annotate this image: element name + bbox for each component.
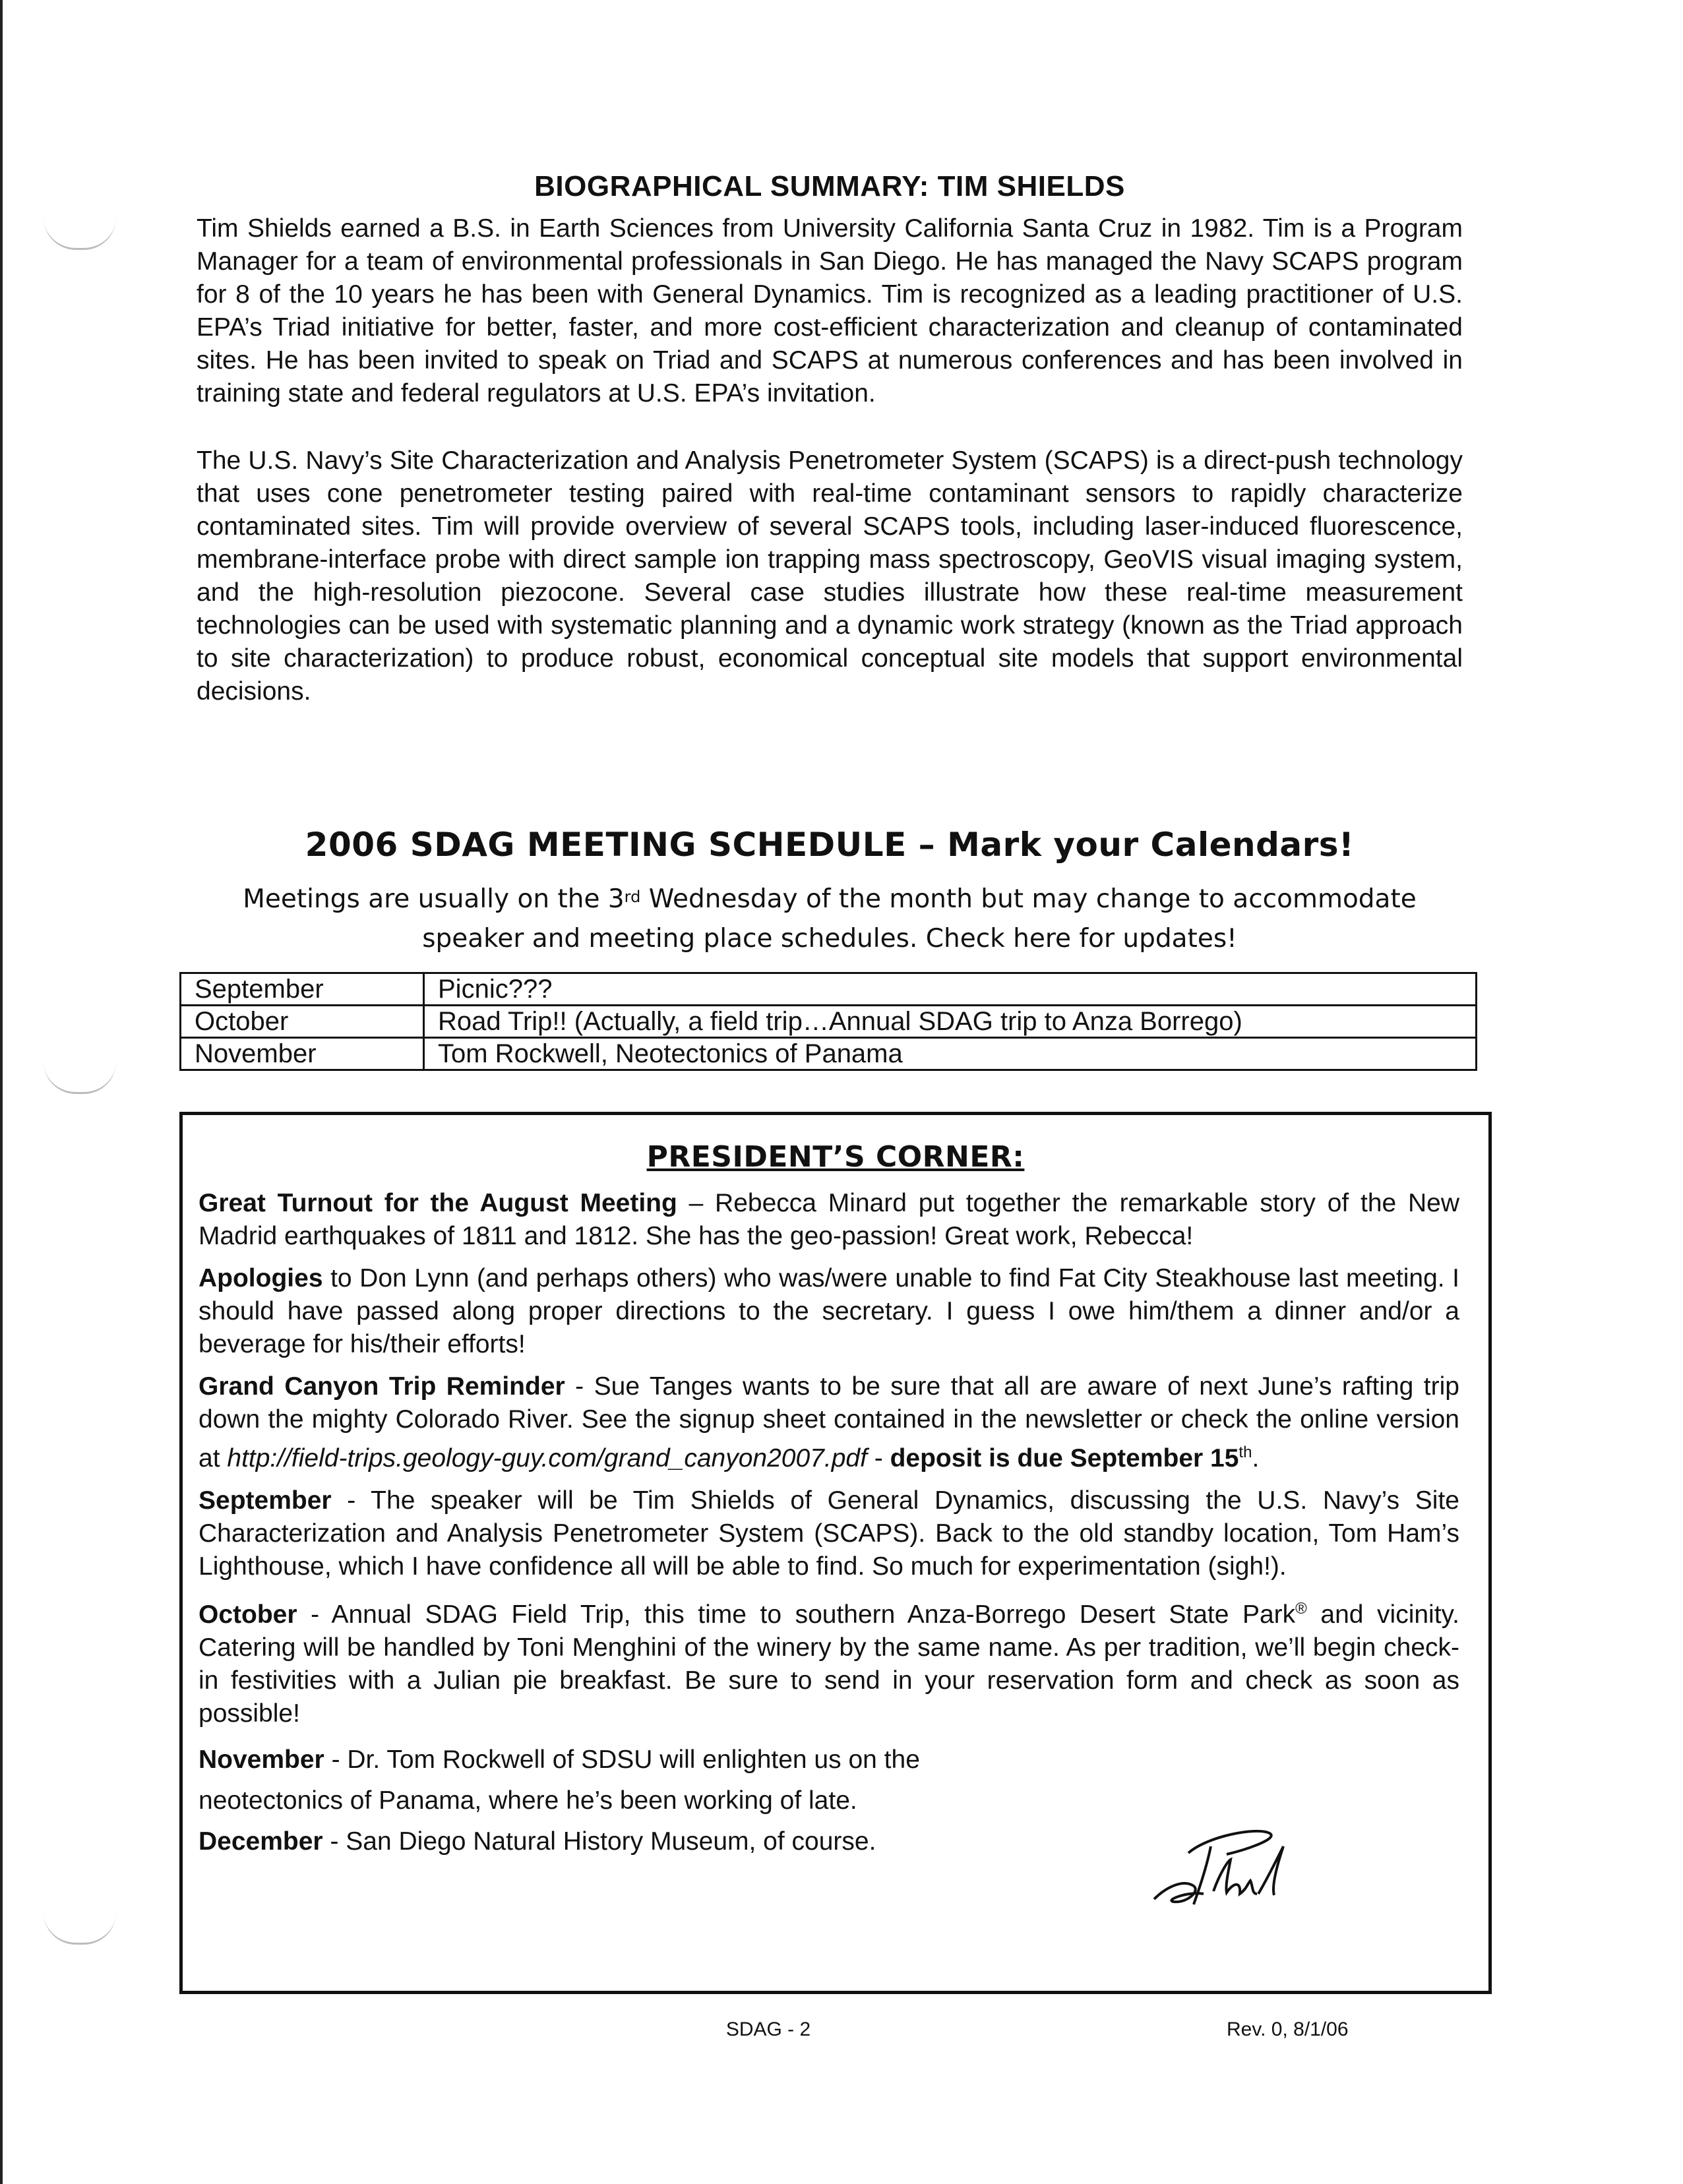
- item-body: -: [867, 1444, 890, 1472]
- table-row: [181, 1006, 1477, 1038]
- item-heading: November: [199, 1745, 324, 1774]
- event-cell: Road Trip!! (Actually, a field trip…Annual SDAG trip to Anza Borrego): [424, 1006, 1477, 1038]
- item-body: - Sue Tanges wants to be sure that all are aware of next June’s rafting trip down the mighty Colorado River. See the signup sheet contained in the newsletter or check the online version at: [199, 1372, 1459, 1472]
- corner-item-grand-canyon: [199, 1370, 1459, 1475]
- biographical-summary: [197, 170, 1463, 743]
- schedule-subtitle-text: speaker and meeting place schedules. Check here for updates!: [422, 924, 1237, 954]
- corner-title: PRESIDENT’S CORNER:: [646, 1140, 1025, 1174]
- event-cell: Tom Rockwell, Neotectonics of Panama: [424, 1038, 1477, 1070]
- corner-item-september: [199, 1484, 1459, 1583]
- ordinal-suffix: rd: [624, 888, 641, 906]
- month-cell: October: [181, 1006, 424, 1038]
- punch-hole-mark: [44, 218, 116, 250]
- ordinal-suffix: th: [1239, 1443, 1252, 1461]
- item-heading: December: [199, 1827, 323, 1856]
- item-heading: October: [199, 1600, 297, 1629]
- item-body: - Dr. Tom Rockwell of SDSU will enlighten us on the neotectonics of Panama, where he’s been working of late.: [199, 1745, 920, 1815]
- punch-hole-mark: [44, 1912, 116, 1945]
- corner-item-august: [199, 1187, 1459, 1253]
- item-heading: Grand Canyon Trip Reminder: [199, 1372, 565, 1401]
- schedule-title: 2006 SDAG MEETING SCHEDULE – Mark your Calendars!: [305, 826, 1355, 864]
- corner-item-december: [199, 1821, 1056, 1862]
- month-cell: November: [181, 1038, 424, 1070]
- corner-item-apologies: [199, 1262, 1459, 1361]
- registered-mark: ®: [1295, 1600, 1307, 1618]
- item-body: - Annual SDAG Field Trip, this time to southern Anza-Borrego Desert State Park: [297, 1600, 1296, 1629]
- item-heading: Great Turnout for the August Meeting: [199, 1189, 677, 1217]
- item-body: .: [1252, 1444, 1260, 1472]
- schedule-subtitle-text: Meetings are usually on the 3: [243, 884, 625, 914]
- corner-item-october: [199, 1592, 1459, 1730]
- punch-hole-mark: [44, 1062, 116, 1094]
- item-heading: September: [199, 1486, 332, 1515]
- item-heading: Apologies: [199, 1264, 323, 1292]
- item-body: – Rebecca Minard put together the remarkable story of the New Madrid earthquakes of 1811 and 1812. She has the geo-passion! Great work, Rebecca!: [199, 1189, 1459, 1250]
- schedule-subtitle: [197, 880, 1463, 959]
- trip-url-link[interactable]: http://field-trips.geology-guy.com/grand_canyon2007.pdf: [227, 1444, 867, 1472]
- page-number: SDAG - 2: [725, 2018, 811, 2040]
- scaps-paragraph: The U.S. Navy’s Site Characterization and Analysis Penetrometer System (SCAPS) is a direct-push technology that uses cone penetrometer testing paired with real-time contaminant sensors to rapidly characterize contaminated sites. Tim will provide overview of several SCAPS tools, including laser-induced fluorescence, membrane-interface probe with direct sample ion trapping mass spectroscopy, GeoVIS visual imaging system, and the high-resolution piezocone. Several case studies illustrate how these real-time measurement technologies can be used with systematic planning and a dynamic work strategy (known as the Triad approach to site characterization) to produce robust, economical conceptual site models that support environmental decisions.: [197, 446, 1463, 706]
- signature-phil: [1148, 1820, 1299, 1919]
- event-cell: Picnic???: [424, 973, 1477, 1006]
- bio-paragraph: Tim Shields earned a B.S. in Earth Sciences from University California Santa Cruz in 1982. Tim is a Program Manager for a team of environmental professionals in San Diego. He has managed the Navy SCAPS program for 8 of the 10 years he has been with General Dynamics. Tim is recognized as a leading practitioner of U.S. EPA’s Triad initiative for better, faster, and more cost-efficient characterization and cleanup of contaminated sites. He has been invited to speak on Triad and SCAPS at numerous conferences and has been involved in training state and federal regulators at U.S. EPA’s invitation.: [197, 214, 1463, 408]
- month-cell: September: [181, 973, 424, 1006]
- deposit-deadline: deposit is due September 15: [890, 1444, 1239, 1472]
- schedule-subtitle-text: Wednesday of the month but may change to accommodate: [640, 884, 1417, 914]
- revision-note: Rev. 0, 8/1/06: [1227, 2018, 1349, 2040]
- item-body: and vicinity. Catering will be handled by Toni Menghini of the winery by the same name. As per tradition, we’ll begin check-in festivities with a Julian pie breakfast. Be sure to send in your reservation form and check as soon as possible!: [199, 1600, 1459, 1728]
- item-body: - The speaker will be Tim Shields of General Dynamics, discussing the U.S. Navy’s Site Characterization and Analysis Penetrometer System (SCAPS). Back to the old standby location, Tom Ham’s Lighthouse, which I have confidence all will be able to find. So much for experimentation (sigh!).: [199, 1486, 1459, 1581]
- item-body: to Don Lynn (and perhaps others) who was/were unable to find Fat City Steakhouse last meeting. I should have passed along proper directions to the secretary. I guess I owe him/them a dinner and/or a beverage for his/their efforts!: [199, 1264, 1459, 1358]
- bio-title: BIOGRAPHICAL SUMMARY: TIM SHIELDS: [534, 170, 1125, 202]
- schedule-table: [179, 972, 1477, 1071]
- scan-edge: [0, 0, 3, 2184]
- table-row: [181, 973, 1477, 1006]
- table-row: [181, 1038, 1477, 1070]
- item-body: - San Diego Natural History Museum, of course.: [322, 1827, 876, 1856]
- corner-item-november: [199, 1740, 1056, 1821]
